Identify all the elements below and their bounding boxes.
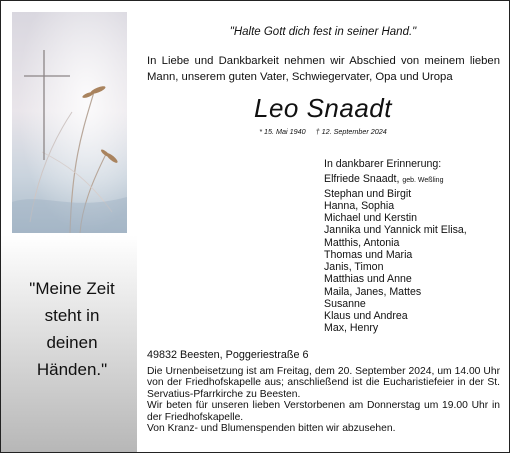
service-info xyxy=(147,366,500,434)
life-dates xyxy=(145,127,501,136)
mourner-line: Klaus und Andrea xyxy=(324,310,408,322)
mourners-list xyxy=(324,158,504,335)
info-paragraph: Wir beten für unseren lieben Verstorbenen am Donnerstag um 19.00 Uhr in der Friedhofskapelle. xyxy=(147,400,500,423)
side-quote-line: steht in xyxy=(44,306,100,325)
side-quote-line: Händen." xyxy=(36,360,108,379)
mourner-line: Matthias und Anne xyxy=(324,273,412,286)
mourner-line: Max, Henry xyxy=(324,322,379,335)
mourner-line: Janis, Timon xyxy=(324,261,384,273)
mourner-line: Susanne xyxy=(324,297,366,310)
side-quote-line: "Meine Zeit xyxy=(29,279,115,298)
mourner-line: Michael und Kerstin xyxy=(324,212,418,224)
mourner-line xyxy=(324,173,504,187)
side-quote xyxy=(11,275,133,383)
birth-date: * 15. Mai 1940 xyxy=(259,127,306,136)
address: 49832 Beesten, Poggeriestraße 6 xyxy=(147,349,309,361)
maiden-name-note: geb. Weßling xyxy=(402,177,444,185)
left-panel xyxy=(1,1,137,452)
info-paragraph: Die Urnenbeisetzung ist am Freitag, dem 20. September 2024, um 14.00 Uhr von der Friedhofskapelle aus; anschließend ist die Eucharistiefeier in der St. Servatius-Pfarrkirche zu Beesten. xyxy=(147,366,500,400)
mourner-name: Elfriede Snaadt, xyxy=(324,173,400,186)
mourner-line: Matthis, Antonia xyxy=(324,236,400,249)
mourner-line: Thomas und Maria xyxy=(324,248,413,261)
death-date: † 12. September 2024 xyxy=(315,127,387,136)
mourner-line: Stephan und Birgit xyxy=(324,187,412,200)
info-paragraph: Von Kranz- und Blumenspenden bitten wir abzusehen. xyxy=(147,423,396,435)
mourner-line: Maila, Janes, Mattes xyxy=(324,285,422,298)
mourner-line: Hanna, Sophia xyxy=(324,199,395,212)
intro-text: In Liebe und Dankbarkeit nehmen wir Abschied von meinem lieben Mann, unserem guten Vater, Schwiegervater, Opa und Uropa xyxy=(147,55,500,83)
cross-and-wheat-image xyxy=(12,12,127,233)
deceased-name: Leo Snaadt xyxy=(253,93,392,123)
mourners-heading: In dankbarer Erinnerung: xyxy=(324,158,442,170)
motto: "Halte Gott dich fest in seiner Hand." xyxy=(229,26,417,38)
mourner-line: Jannika und Yannick mit Elisa, xyxy=(324,224,467,237)
side-quote-line: deinen xyxy=(46,333,98,352)
